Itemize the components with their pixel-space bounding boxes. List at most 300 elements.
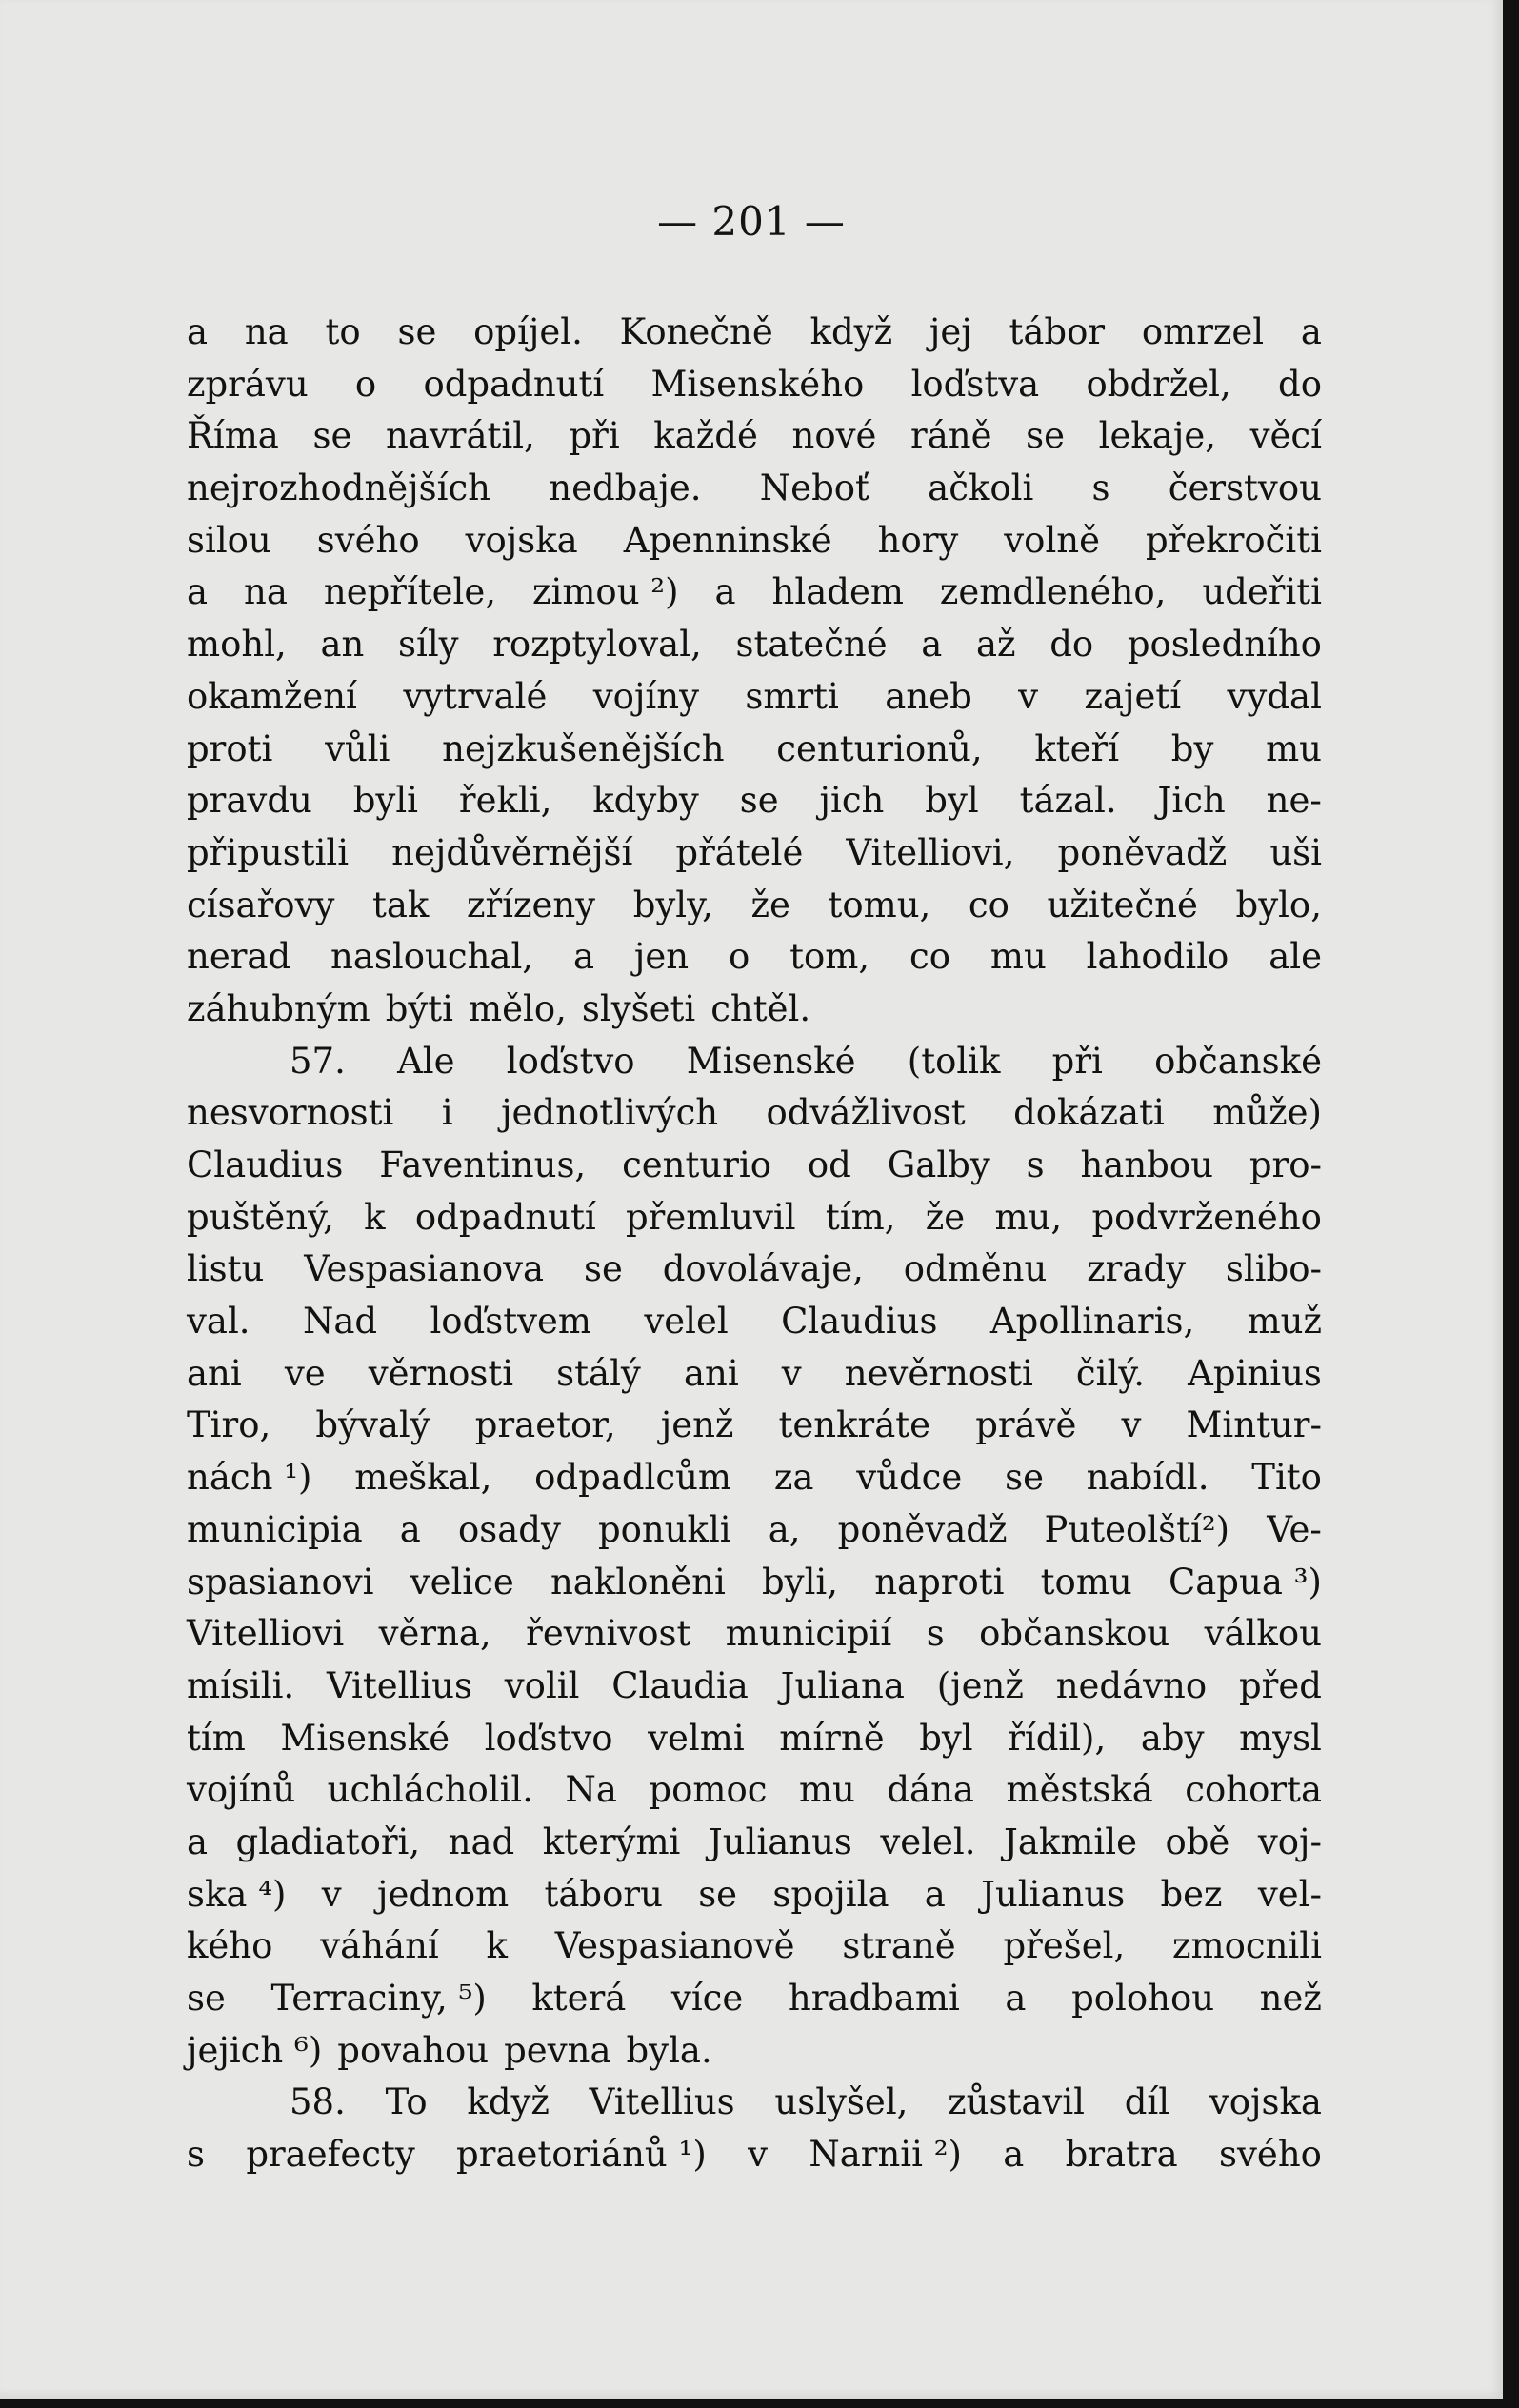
- scan-edge-right: [1503, 0, 1519, 2408]
- text-line: [187, 1140, 1322, 1192]
- word: Apinius: [1188, 1352, 1322, 1394]
- word: tábor: [1009, 311, 1106, 352]
- word: vel-: [1257, 1873, 1322, 1915]
- word: dána: [887, 1769, 974, 1811]
- word: při: [1051, 1040, 1103, 1082]
- word: jednotlivých: [501, 1092, 719, 1134]
- word: Julianus: [981, 1873, 1126, 1915]
- word: udeřiti: [1202, 571, 1322, 613]
- word: kdyby: [592, 780, 699, 822]
- word: vojska: [1209, 2081, 1322, 2123]
- word: muž: [1247, 1301, 1322, 1343]
- word: tím,: [825, 1196, 896, 1238]
- word: jen: [633, 936, 690, 978]
- word: gladiatoři,: [235, 1821, 421, 1862]
- text-line: [187, 1036, 1322, 1088]
- word: táboru: [544, 1873, 663, 1915]
- word: mu: [1266, 727, 1322, 769]
- word: velice: [410, 1561, 514, 1602]
- text-line: [187, 880, 1322, 932]
- word: Neboť: [759, 468, 869, 509]
- word: a: [187, 571, 209, 613]
- word: Puteolští²): [1044, 1508, 1230, 1550]
- word: nerad: [187, 936, 291, 978]
- text-line: [187, 775, 1322, 827]
- word: jich: [819, 780, 885, 822]
- word: do: [1278, 363, 1322, 405]
- word: jenž: [660, 1404, 734, 1446]
- word: zimou ²): [532, 571, 679, 613]
- word: městská: [1006, 1769, 1153, 1811]
- word: válkou: [1204, 1613, 1322, 1655]
- word: polohou: [1071, 1978, 1215, 2019]
- scan-edge-bottom: [0, 2399, 1519, 2408]
- word: a: [187, 1821, 209, 1862]
- word: Tito: [1251, 1457, 1322, 1499]
- word: nad: [448, 1821, 515, 1862]
- word: byl: [919, 1717, 973, 1759]
- word: poněvadž: [837, 1508, 1008, 1550]
- word: spasianovi: [187, 1561, 374, 1602]
- word: aby: [1140, 1717, 1205, 1759]
- word: vůli: [325, 727, 390, 769]
- word: Capua ³): [1168, 1561, 1322, 1602]
- word: zemdleného,: [939, 571, 1167, 613]
- word: centurio: [622, 1144, 772, 1185]
- word: než: [1259, 1978, 1322, 2019]
- text-line: [187, 1869, 1322, 1921]
- word: která: [531, 1978, 627, 2019]
- word: omrzel: [1141, 311, 1265, 352]
- word: v: [781, 1352, 802, 1394]
- word: lekaje,: [1098, 415, 1216, 457]
- word: a: [399, 1508, 421, 1550]
- word: bez: [1160, 1873, 1223, 1915]
- word: velmi: [648, 1717, 745, 1759]
- text-line: [187, 1764, 1322, 1817]
- word: Tiro,: [187, 1404, 271, 1446]
- word: se: [187, 1978, 226, 2019]
- body-text: [187, 307, 1322, 2181]
- word: kteří: [1034, 727, 1120, 769]
- word: v: [1121, 1404, 1142, 1446]
- word: pro-: [1249, 1144, 1322, 1185]
- word: zajetí: [1084, 675, 1182, 717]
- word: Julianus: [708, 1821, 852, 1862]
- text-line: [187, 1920, 1322, 1973]
- word: zprávu: [187, 363, 309, 405]
- word: volně: [1004, 519, 1101, 561]
- word: odpadnutí: [423, 363, 605, 405]
- text-line: [187, 1973, 1322, 2025]
- text-line: [187, 619, 1322, 671]
- word: podvrženého: [1091, 1196, 1322, 1238]
- word: Jich: [1157, 780, 1226, 822]
- word: tázal.: [1019, 780, 1117, 822]
- word: Konečně: [619, 311, 773, 352]
- word: tom,: [789, 936, 870, 978]
- word: vůdce: [856, 1457, 963, 1499]
- word: Vitelliovi,: [846, 831, 1015, 873]
- word: vydal: [1227, 675, 1322, 717]
- text-line: [187, 1452, 1322, 1504]
- word: byla.: [626, 2029, 712, 2071]
- word: statečné: [735, 624, 888, 666]
- word: centurionů,: [776, 727, 983, 769]
- word: tomu: [1040, 1561, 1132, 1602]
- word: Misenského: [650, 363, 865, 405]
- text-line: [187, 2077, 1322, 2129]
- word: záhubným: [187, 987, 370, 1029]
- word: mělo,: [469, 987, 567, 1029]
- word: se: [1005, 1457, 1044, 1499]
- word: Claudius: [781, 1301, 938, 1343]
- word: císařovy: [187, 884, 335, 925]
- word: k: [486, 1925, 508, 1967]
- word: mísili.: [187, 1664, 295, 1706]
- word: vojínů: [187, 1769, 296, 1811]
- word: loďstvem: [430, 1301, 591, 1343]
- word: uchlácholil.: [327, 1769, 534, 1811]
- word: řídil),: [1008, 1717, 1107, 1759]
- word: Vespasianova: [304, 1248, 545, 1290]
- word: v: [1018, 675, 1039, 717]
- word: když: [809, 311, 893, 352]
- word: i: [441, 1092, 453, 1134]
- text-line: [187, 1400, 1322, 1452]
- word: Ale: [397, 1040, 455, 1082]
- word: nedbaje.: [549, 468, 702, 509]
- word: překročiti: [1146, 519, 1322, 561]
- word: bratra: [1065, 2134, 1178, 2176]
- word: by: [1170, 727, 1214, 769]
- word: a: [1005, 1978, 1027, 2019]
- word: municipií: [725, 1613, 892, 1655]
- word: chtěl.: [710, 987, 811, 1029]
- word: hanbou: [1080, 1144, 1213, 1185]
- text-line: [187, 2129, 1322, 2181]
- word: síly: [398, 624, 459, 666]
- word: obdržel,: [1086, 363, 1231, 405]
- word: na: [244, 311, 289, 352]
- word: Claudius: [187, 1144, 344, 1185]
- word: nepřítele,: [323, 571, 497, 613]
- word: velel: [644, 1301, 729, 1343]
- word: rozptyloval,: [492, 624, 702, 666]
- word: nejrozhodnějších: [187, 468, 491, 509]
- word: to: [325, 311, 361, 352]
- word: v: [748, 2134, 769, 2176]
- word: naslouchal,: [330, 936, 534, 978]
- word: ani: [187, 1352, 242, 1394]
- word: kého: [187, 1925, 273, 1967]
- word: Vitellius: [589, 2081, 735, 2123]
- word: voj-: [1257, 1821, 1322, 1862]
- word: byly,: [632, 884, 713, 925]
- word: loďstvo: [506, 1040, 635, 1082]
- word: a: [924, 1873, 946, 1915]
- word: Vitellius: [326, 1664, 472, 1706]
- word: nové: [791, 415, 877, 457]
- word: Terraciny, ⁵): [270, 1978, 487, 2019]
- word: tím: [187, 1717, 246, 1759]
- word: užitečné: [1047, 884, 1198, 925]
- word: pravdu: [187, 780, 312, 822]
- word: lahodilo: [1086, 936, 1229, 978]
- word: puštěný,: [187, 1196, 334, 1238]
- word: byli: [352, 780, 419, 822]
- text-line: [187, 724, 1322, 776]
- word: řekli,: [458, 780, 552, 822]
- text-line: [187, 1713, 1322, 1765]
- word: pevna: [504, 2029, 611, 2071]
- word: navrátil,: [385, 415, 535, 457]
- word: meškal,: [354, 1457, 492, 1499]
- word: an: [320, 624, 365, 666]
- word: Apollinaris,: [989, 1301, 1195, 1343]
- word: věrnosti: [368, 1352, 514, 1394]
- word: Faventinus,: [379, 1144, 587, 1185]
- word: a: [572, 936, 595, 978]
- word: býti: [385, 987, 454, 1029]
- word: o: [728, 936, 750, 978]
- word: když: [467, 2081, 550, 2123]
- word: může): [1212, 1092, 1322, 1134]
- word: odměnu: [903, 1248, 1048, 1290]
- word: slibo-: [1225, 1248, 1322, 1290]
- word: vojíny: [592, 675, 699, 717]
- word: do: [1049, 624, 1094, 666]
- text-line: [187, 671, 1322, 724]
- word: jednom: [376, 1873, 510, 1915]
- word: ve: [284, 1352, 326, 1394]
- word: Vitelliovi: [187, 1613, 345, 1655]
- word: nevěrnosti: [844, 1352, 1033, 1394]
- word: mu: [798, 1769, 855, 1811]
- text-line: [187, 931, 1322, 984]
- word: To: [385, 2081, 428, 2123]
- word: Claudia: [611, 1664, 749, 1706]
- text-line: [187, 1557, 1322, 1609]
- word: se: [698, 1873, 738, 1915]
- word: bylo,: [1235, 884, 1322, 925]
- word: občanské: [1154, 1040, 1322, 1082]
- word: praetor,: [474, 1404, 616, 1446]
- word: byl: [925, 780, 979, 822]
- word: slyšeti: [581, 987, 696, 1029]
- word: uši: [1269, 831, 1322, 873]
- text-line: [187, 1608, 1322, 1661]
- word: čerstvou: [1168, 468, 1322, 509]
- word: a: [1300, 311, 1322, 352]
- word: pomoc: [649, 1769, 768, 1811]
- word: přešel,: [1003, 1925, 1126, 1967]
- text-line: [187, 1244, 1322, 1296]
- word: a: [921, 624, 943, 666]
- word: Apenninské: [623, 519, 832, 561]
- word: v: [321, 1873, 342, 1915]
- word: opíjel.: [473, 311, 583, 352]
- word: ne-: [1266, 780, 1322, 822]
- page-number: — 201 —: [657, 198, 846, 245]
- word: s: [926, 1613, 945, 1655]
- word: čilý.: [1075, 1352, 1146, 1394]
- word: s: [187, 2134, 205, 2176]
- word: Mintur-: [1186, 1404, 1322, 1446]
- word: 58.: [290, 2081, 346, 2123]
- word: silou: [187, 519, 271, 561]
- word: ponukli: [597, 1508, 731, 1550]
- word: nesvornosti: [187, 1092, 394, 1134]
- word: o: [354, 363, 377, 405]
- text-line: [187, 515, 1322, 567]
- word: co: [968, 884, 1009, 925]
- word: volil: [504, 1664, 580, 1706]
- word: poněvadž: [1057, 831, 1228, 873]
- word: že: [925, 1196, 966, 1238]
- word: a: [714, 571, 736, 613]
- word: Narnii ²): [809, 2134, 962, 2176]
- word: hladem: [771, 571, 904, 613]
- word: díl: [1124, 2081, 1170, 2123]
- word: vojska: [465, 519, 578, 561]
- word: věrna,: [378, 1613, 491, 1655]
- word: Juliana: [780, 1664, 905, 1706]
- text-line: [187, 1504, 1322, 1557]
- text-line: [187, 1661, 1322, 1713]
- word: kterými: [542, 1821, 681, 1862]
- word: zrady: [1087, 1248, 1187, 1290]
- word: mohl,: [187, 624, 287, 666]
- word: posledního: [1127, 624, 1322, 666]
- word: nedávno: [1055, 1664, 1208, 1706]
- word: ačkoli: [928, 468, 1034, 509]
- word: zůstavil: [948, 2081, 1085, 2123]
- text-line: [187, 1087, 1322, 1140]
- word: ani: [683, 1352, 739, 1394]
- word: hory: [877, 519, 959, 561]
- word: svého: [316, 519, 420, 561]
- word: ale: [1269, 936, 1322, 978]
- word: hradbami: [788, 1978, 960, 2019]
- word: že: [750, 884, 790, 925]
- word: straně: [842, 1925, 956, 1967]
- word: municipia: [187, 1508, 363, 1550]
- word: řevnivost: [526, 1613, 691, 1655]
- word: zřízeny: [466, 884, 596, 925]
- text-line: [187, 1348, 1322, 1401]
- word: obě: [1165, 1821, 1230, 1862]
- text-line: [187, 1817, 1322, 1869]
- word: bývalý: [315, 1404, 430, 1446]
- word: loďstvo: [484, 1717, 613, 1759]
- word: na: [244, 571, 288, 613]
- word: k: [364, 1196, 386, 1238]
- word: uslyšel,: [774, 2081, 909, 2123]
- text-line: [187, 307, 1322, 359]
- word: občanskou: [979, 1613, 1170, 1655]
- word: (jenž: [936, 1664, 1024, 1706]
- text-line: [187, 567, 1322, 619]
- word: Misenské: [686, 1040, 856, 1082]
- text-line: [187, 359, 1322, 411]
- word: osady: [457, 1508, 561, 1550]
- word: jej: [929, 311, 972, 352]
- word: až: [975, 624, 1016, 666]
- word: Ve-: [1267, 1508, 1322, 1550]
- word: tak: [371, 884, 430, 925]
- word: s: [1026, 1144, 1045, 1185]
- word: proti: [187, 727, 273, 769]
- word: nách ¹): [187, 1457, 312, 1499]
- word: val.: [187, 1301, 250, 1343]
- word: ráně: [910, 415, 992, 457]
- text-line: [187, 984, 1322, 1036]
- word: se: [397, 311, 437, 352]
- word: Vespasianově: [554, 1925, 795, 1967]
- word: více: [670, 1978, 744, 2019]
- word: Galby: [887, 1144, 990, 1185]
- word: Misenské: [280, 1717, 450, 1759]
- word: právě: [975, 1404, 1077, 1446]
- word: nejdůvěrnější: [391, 831, 633, 873]
- word: při: [569, 415, 620, 457]
- word: mu,: [994, 1196, 1063, 1238]
- word: a: [1003, 2134, 1025, 2176]
- word: před: [1238, 1664, 1322, 1706]
- word: přátelé: [675, 831, 804, 873]
- word: Říma: [187, 415, 279, 457]
- word: zmocnili: [1172, 1925, 1322, 1967]
- word: a: [187, 311, 209, 352]
- word: za: [773, 1457, 814, 1499]
- word: se: [1026, 415, 1066, 457]
- word: spojila: [772, 1873, 889, 1915]
- word: ska ⁴): [187, 1873, 287, 1915]
- word: a,: [768, 1508, 801, 1550]
- word: váhání: [320, 1925, 439, 1967]
- word: okamžení: [187, 675, 357, 717]
- word: tenkráte: [778, 1404, 931, 1446]
- word: Na: [565, 1769, 617, 1811]
- word: stálý: [556, 1352, 641, 1394]
- word: Jakmile: [1004, 1821, 1137, 1862]
- word: listu: [187, 1248, 265, 1290]
- word: cohorta: [1185, 1769, 1322, 1811]
- word: nabídl.: [1086, 1457, 1209, 1499]
- word: praetoriánů ¹): [456, 2134, 707, 2176]
- word: Nad: [302, 1301, 378, 1343]
- word: se: [312, 415, 352, 457]
- word: přemluvil: [625, 1196, 796, 1238]
- word: od: [807, 1144, 851, 1185]
- text-line: [187, 1296, 1322, 1348]
- word: co: [909, 936, 950, 978]
- word: tomu,: [828, 884, 931, 925]
- word: nejzkušenějších: [442, 727, 725, 769]
- text-line: [187, 410, 1322, 463]
- word: vytrvalé: [403, 675, 548, 717]
- word: odpadnutí: [414, 1196, 596, 1238]
- word: mu: [989, 936, 1047, 978]
- text-line: [187, 827, 1322, 880]
- word: 57.: [290, 1040, 346, 1082]
- word: dovolávaje,: [662, 1248, 864, 1290]
- word: dokázati: [1013, 1092, 1165, 1134]
- word: jejich ⁶): [187, 2029, 323, 2071]
- word: mírně: [779, 1717, 885, 1759]
- text-line: [187, 1192, 1322, 1244]
